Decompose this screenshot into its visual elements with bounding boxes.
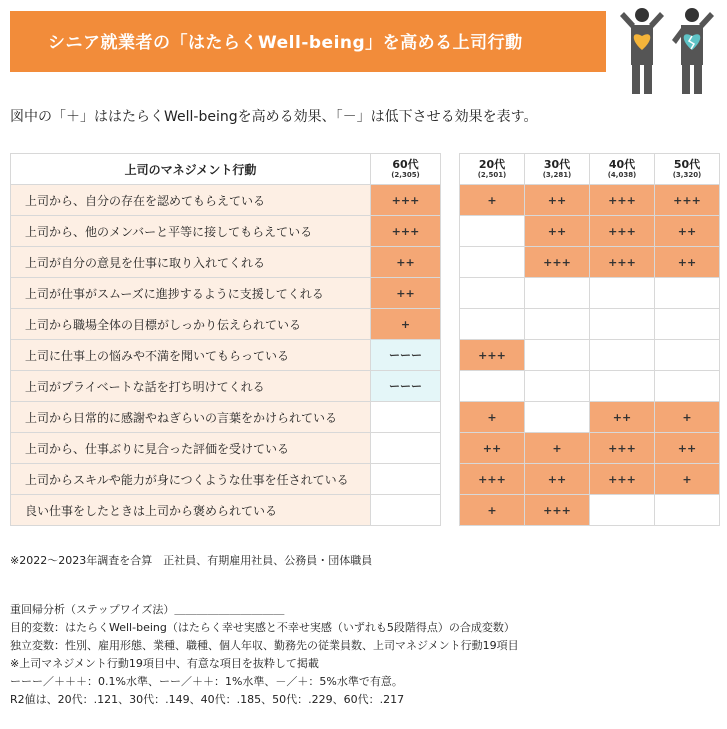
effect-cell-50s xyxy=(655,495,720,526)
effect-cell-30s: ++ xyxy=(525,185,590,216)
effect-cell-50s xyxy=(655,340,720,371)
note-independent: 独立変数：性別、雇用形態、業種、職種、個人年収、勤務先の従業員数、上司マネジメント行動19項目 xyxy=(10,639,519,652)
effect-cell-30s: +++ xyxy=(525,247,590,278)
effect-cell-50s: +++ xyxy=(655,185,720,216)
effect-cell-60s: ーーー xyxy=(371,340,441,371)
effect-cell-50s: ++ xyxy=(655,216,720,247)
effect-cell-50s: ++ xyxy=(655,433,720,464)
behavior-label: 上司がプライベートな話を打ち明けてくれる xyxy=(11,371,371,402)
table-row xyxy=(460,216,720,247)
effect-cell-50s: ++ xyxy=(655,247,720,278)
effect-cell-20s: ++ xyxy=(460,433,525,464)
behavior-label: 上司から日常的に感謝やねぎらいの言葉をかけられている xyxy=(11,402,371,433)
table-row xyxy=(460,309,720,340)
people-figures-icon xyxy=(612,6,722,98)
table-row xyxy=(460,495,720,526)
effect-cell-60s xyxy=(371,495,441,526)
behavior-label: 上司からスキルや能力が身につくような仕事を任されている xyxy=(11,464,371,495)
effect-cell-30s: ++ xyxy=(525,216,590,247)
table-row xyxy=(460,371,720,402)
behavior-label: 上司から、他のメンバーと平等に接してもらえている xyxy=(11,216,371,247)
effect-cell-20s: + xyxy=(460,185,525,216)
table-row xyxy=(11,216,441,247)
table-row xyxy=(460,247,720,278)
effect-cell-40s xyxy=(590,340,655,371)
effect-cell-40s xyxy=(590,278,655,309)
title-banner xyxy=(10,11,606,72)
column-age: 60代 xyxy=(392,157,419,171)
effect-cell-40s: +++ xyxy=(590,247,655,278)
behavior-label: 良い仕事をしたときは上司から褒められている xyxy=(11,495,371,526)
table-20s-50s xyxy=(459,153,720,526)
effect-cell-30s xyxy=(525,340,590,371)
table-row xyxy=(460,278,720,309)
table-row xyxy=(460,402,720,433)
column-n: (2,501) xyxy=(477,170,507,179)
table-row xyxy=(460,464,720,495)
table-row xyxy=(11,278,441,309)
table-row xyxy=(11,340,441,371)
effect-cell-60s: ーーー xyxy=(371,371,441,402)
banner-title: シニア就業者の「はたらくWell-being」を高める上司行動 xyxy=(48,33,523,53)
table-row xyxy=(11,309,441,340)
column-header-60s xyxy=(371,154,441,185)
behavior-label: 上司から、自分の存在を認めてもらえている xyxy=(11,185,371,216)
behavior-label: 上司が仕事がスムーズに進捗するように支援してくれる xyxy=(11,278,371,309)
column-age: 20代 xyxy=(478,157,506,171)
effect-cell-20s: +++ xyxy=(460,340,525,371)
table-row xyxy=(11,464,441,495)
right-header-row xyxy=(460,154,720,185)
table-row xyxy=(11,402,441,433)
effect-cell-50s: + xyxy=(655,402,720,433)
table-row xyxy=(11,185,441,216)
table-row xyxy=(460,433,720,464)
legend-subtitle: 図中の「＋」ははたらくWell-beingを高める効果、「－」は低下させる効果を表す。 xyxy=(10,109,538,125)
effect-cell-60s xyxy=(371,464,441,495)
effect-cell-60s: + xyxy=(371,309,441,340)
note-r2: R2値は、20代：.121、30代：.149、40代：.185、50代：.229、60代：.217 xyxy=(10,693,405,706)
table-60s xyxy=(10,153,441,526)
column-header-20s xyxy=(460,154,525,185)
column-n: (3,320) xyxy=(672,170,702,179)
effect-cell-30s xyxy=(525,278,590,309)
row-header: 上司のマネジメント行動 xyxy=(11,154,371,185)
effect-cell-20s xyxy=(460,309,525,340)
column-header-40s xyxy=(590,154,655,185)
note-survey: ※2022～2023年調査を合算 正社員、有期雇用社員、公務員・団体職員 xyxy=(10,554,373,567)
effect-cell-60s xyxy=(371,433,441,464)
effect-cell-50s: + xyxy=(655,464,720,495)
effect-cell-20s xyxy=(460,247,525,278)
column-n: (2,305) xyxy=(391,170,420,179)
effect-cell-60s xyxy=(371,402,441,433)
note-method: 重回帰分析（ステップワイズ法）＿＿＿＿＿＿＿＿＿＿ xyxy=(10,603,285,616)
column-age: 40代 xyxy=(608,157,636,171)
effect-cell-30s: +++ xyxy=(525,495,590,526)
effect-cell-30s: + xyxy=(525,433,590,464)
column-header-30s xyxy=(525,154,590,185)
effect-cell-40s: ++ xyxy=(590,402,655,433)
effect-cell-40s xyxy=(590,495,655,526)
column-n: (3,281) xyxy=(542,170,572,179)
table-row xyxy=(460,340,720,371)
table-row xyxy=(11,371,441,402)
effect-cell-50s xyxy=(655,309,720,340)
effect-cell-40s xyxy=(590,309,655,340)
table-row xyxy=(11,495,441,526)
effect-cell-20s xyxy=(460,278,525,309)
effect-cell-20s: +++ xyxy=(460,464,525,495)
effect-cell-30s xyxy=(525,309,590,340)
column-age: 30代 xyxy=(543,157,571,171)
effect-cell-20s: + xyxy=(460,495,525,526)
column-age: 50代 xyxy=(673,157,701,171)
note-selection: ※上司マネジメント行動19項目中、有意な項目を抜粋して掲載 xyxy=(10,657,319,670)
effect-cell-60s: +++ xyxy=(371,216,441,247)
table-row xyxy=(11,247,441,278)
column-header-50s xyxy=(655,154,720,185)
effect-cell-20s xyxy=(460,371,525,402)
note-significance: ーーー／＋＋＋：0.1%水準、ーー／＋＋：1%水準、－／＋：5%水準で有意。 xyxy=(10,675,403,688)
effect-cell-20s: + xyxy=(460,402,525,433)
behavior-label: 上司が自分の意見を仕事に取り入れてくれる xyxy=(11,247,371,278)
effect-cell-40s: +++ xyxy=(590,433,655,464)
effect-cell-30s xyxy=(525,402,590,433)
effect-cell-60s: +++ xyxy=(371,185,441,216)
effect-cell-40s: +++ xyxy=(590,464,655,495)
table-row xyxy=(11,433,441,464)
effect-cell-30s xyxy=(525,371,590,402)
effect-cell-60s: ++ xyxy=(371,278,441,309)
effect-cell-20s xyxy=(460,216,525,247)
behavior-label: 上司から職場全体の目標がしっかり伝えられている xyxy=(11,309,371,340)
effect-cell-40s xyxy=(590,371,655,402)
effect-cell-50s xyxy=(655,371,720,402)
effect-cell-60s: ++ xyxy=(371,247,441,278)
effect-cell-40s: +++ xyxy=(590,216,655,247)
effect-cell-40s: +++ xyxy=(590,185,655,216)
table-row xyxy=(460,185,720,216)
effect-cell-30s: ++ xyxy=(525,464,590,495)
column-n: (4,038) xyxy=(607,170,637,179)
behavior-label: 上司に仕事上の悩みや不満を聞いてもらっている xyxy=(11,340,371,371)
behavior-label: 上司から、仕事ぶりに見合った評価を受けている xyxy=(11,433,371,464)
note-dependent: 目的変数：はたらくWell-being（はたらく幸せ実感と不幸せ実感（いずれも5段階得点）の合成変数） xyxy=(10,621,515,634)
effect-cell-50s xyxy=(655,278,720,309)
